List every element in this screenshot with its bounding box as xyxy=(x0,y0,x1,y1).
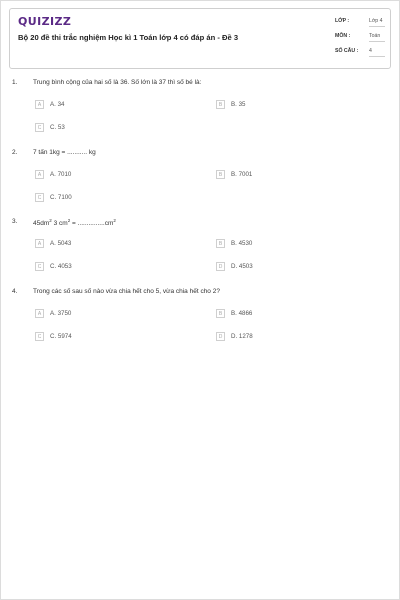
option-letter-box: A xyxy=(35,100,44,109)
meta-row-question-count xyxy=(335,48,385,63)
option-letter-box: C xyxy=(35,193,44,202)
question-number: 2. xyxy=(12,149,18,156)
question-text: Trung bình cộng của hai số là 36. Số lớn là 37 thì số bé là: xyxy=(33,79,202,86)
option-text: A. 3750 xyxy=(50,310,72,317)
option-letter-box: D xyxy=(216,332,225,341)
question-text: 7 tấn 1kg = ........... kg xyxy=(33,149,96,156)
question-text: Trong các số sau số nào vừa chia hết cho 5, vừa chia hết cho 2? xyxy=(33,288,220,295)
option-text: A. 7010 xyxy=(50,171,72,178)
option-text: A. 34 xyxy=(50,101,65,108)
option-letter-box: B xyxy=(216,309,225,318)
grade-value: Lớp 4 xyxy=(369,18,385,27)
question-number: 4. xyxy=(12,288,18,295)
worksheet-header xyxy=(9,8,391,69)
option-text: D. 1278 xyxy=(231,333,253,340)
question-text: $45dm^2$ 3 $cm^2 = ...............cm^2$ xyxy=(33,218,116,228)
question-number: 3. xyxy=(12,218,18,225)
worksheet-meta xyxy=(335,18,385,63)
option-letter-box: C xyxy=(35,262,44,271)
meta-row-grade xyxy=(335,18,385,33)
subject-value: Toán xyxy=(369,33,385,42)
option-letter-box: A xyxy=(35,170,44,179)
grade-label: LỚP : xyxy=(335,18,350,24)
option-text: A. 5043 xyxy=(50,240,72,247)
option-letter-box: D xyxy=(216,262,225,271)
option-text: B. 4866 xyxy=(231,310,253,317)
option-text: C. 5974 xyxy=(50,333,72,340)
worksheet-title: Bộ 20 đề thi trắc nghiệm Học kì 1 Toán lớp 4 có đáp án - Đề 3 xyxy=(18,33,239,42)
option-text: D. 4503 xyxy=(231,263,253,270)
meta-row-subject xyxy=(335,33,385,48)
question-number: 1. xyxy=(12,79,18,86)
subject-label: MÔN : xyxy=(335,33,351,39)
option-letter-box: C xyxy=(35,332,44,341)
option-letter-box: B xyxy=(216,170,225,179)
option-letter-box: A xyxy=(35,309,44,318)
option-letter-box: B xyxy=(216,239,225,248)
option-text: B. 35 xyxy=(231,101,246,108)
option-text: C. 4053 xyxy=(50,263,72,270)
option-letter-box: A xyxy=(35,239,44,248)
option-letter-box: B xyxy=(216,100,225,109)
quizizz-logo: QUIZIZZ xyxy=(18,15,72,28)
question-count-label: SỐ CÂU : xyxy=(335,48,359,54)
option-letter-box: C xyxy=(35,123,44,132)
option-text: B. 4530 xyxy=(231,240,253,247)
option-text: C. 7100 xyxy=(50,194,72,201)
question-count-value: 4 xyxy=(369,48,385,57)
option-text: C. 53 xyxy=(50,124,65,131)
option-text: B. 7001 xyxy=(231,171,253,178)
